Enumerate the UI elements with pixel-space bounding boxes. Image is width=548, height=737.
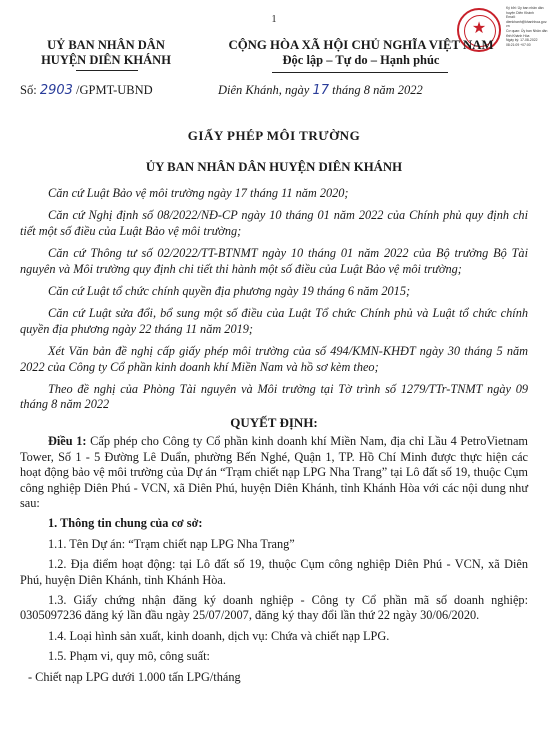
divider-right <box>272 72 448 73</box>
date-suffix: tháng 8 năm 2022 <box>328 83 423 97</box>
signature-line: huyện Diên Khánh <box>506 10 534 15</box>
handwritten-day: 17 <box>312 83 329 98</box>
legal-basis: Căn cứ Thông tư số 02/2022/TT-BTNMT ngày 10 tháng 01 năm 2022 của Bộ trưởng Bộ Tài nguyên và Môi trường quy định chi tiết thi hành một số điều của Luật Bảo vệ môi trường; <box>20 246 528 276</box>
document-date <box>218 83 423 98</box>
number-suffix: /GPMT-UBND <box>72 83 153 97</box>
number-prefix: Số: <box>20 83 40 97</box>
authority-line-2: HUYỆN DIÊN KHÁNH <box>41 53 171 67</box>
legal-basis: Xét Văn bản đề nghị cấp giấy phép môi trường của số 494/KMN-KHĐT ngày 30 tháng 5 năm 2022 của Công ty Cổ phần kinh doanh khí Miền Nam và hồ sơ kèm theo; <box>20 344 528 374</box>
bullet-item: - Chiết nạp LPG dưới 1.000 tấn LPG/tháng <box>28 669 241 684</box>
list-item: 1.3. Giấy chứng nhận đăng ký doanh nghiệp - Công ty Cổ phần mã số doanh nghiệp: 0305097236 đăng ký lần đầu ngày 25/07/2007, đăng ký thay đổi lần thứ 22 ngày 30/06/2020. <box>20 592 528 623</box>
decision-heading: QUYẾT ĐỊNH: <box>230 414 318 430</box>
date-prefix: Diên Khánh, ngày <box>218 83 313 97</box>
legal-basis: Căn cứ Luật sửa đổi, bổ sung một số điều của Luật Tổ chức Chính phủ và Luật tổ chức chính quyền địa phương ngày 22 tháng 11 năm 2019; <box>20 306 528 336</box>
document-title: GIẤY PHÉP MÔI TRƯỜNG <box>187 128 361 143</box>
list-item: 1.4. Loại hình sản xuất, kinh doanh, dịch vụ: Chứa và chiết nạp LPG. <box>48 628 390 643</box>
signature-line: Ngày ký: 17-08-2022 <box>506 38 538 43</box>
document-number <box>20 83 153 98</box>
country-name: CỘNG HÒA XÃ HỘI CHỦ NGHĨA VIỆT NAM <box>228 38 494 52</box>
signature-line: Cơ quan: Ủy ban Nhân dân <box>506 28 548 33</box>
legal-basis: Căn cứ Nghị định số 08/2022/NĐ-CP ngày 10 tháng 01 năm 2022 của Chính phủ quy định chi tiết một số điều của Luật Bảo vệ môi trường; <box>20 208 528 238</box>
list-item: 1.2. Địa điểm hoạt động: tại Lô đất số 19, thuộc Cụm công nghiệp Diên Phú - VCN, xã Diên Phú, huyện Diên Khánh, tỉnh Khánh Hòa. <box>20 557 528 587</box>
legal-basis: Căn cứ Luật Bảo vệ môi trường ngày 17 tháng 11 năm 2020; <box>48 186 349 200</box>
article-1-text: Cấp phép cho Công ty Cổ phần kinh doanh khí Miền Nam, địa chỉ Lầu 4 PetroVietnam Tower, Số 1 - 5 Đường Lê Duẩn, phường Bến Nghé, Quận 1, TP. Hồ Chí Minh được thực hiện các hoạt động bảo vệ môi trường của Dự án “Trạm chiết nạp LPG Nha Trang” tại Lô đất số 19, thuộc Cụm công nghiệp Diên Phú - VCN, xã Diên Phú, huyện Diên Khánh, tỉnh Khánh Hòa với các nội dung như sau: <box>20 434 528 510</box>
legal-basis: Theo đề nghị của Phòng Tài nguyên và Môi trường tại Tờ trình số 1279/TTr-TNMT ngày 09 tháng 8 năm 2022 <box>20 382 528 412</box>
legal-basis: Căn cứ Luật tổ chức chính quyền địa phương ngày 19 tháng 6 năm 2015; <box>48 284 411 299</box>
signature-line: 08:21:09 +07:00 <box>506 42 531 47</box>
divider-left <box>76 70 138 71</box>
list-item: 1.1. Tên Dự án: “Trạm chiết nạp LPG Nha Trang” <box>48 536 295 551</box>
signature-line: Ký bởi: Ủy ban nhân dân <box>506 6 544 10</box>
page-number: 1 <box>271 14 277 25</box>
section-1-heading: 1. Thông tin chung của cơ sở: <box>48 516 203 531</box>
issuer-heading: ỦY BAN NHÂN DÂN HUYỆN DIÊN KHÁNH <box>145 160 403 174</box>
handwritten-number: 2903 <box>39 83 73 98</box>
list-item: 1.5. Phạm vi, quy mô, công suất: <box>48 649 210 664</box>
signature-line: vn <box>506 24 510 29</box>
authority-line-1: UỶ BAN NHÂN DÂN <box>47 38 165 52</box>
article-1-label: Điều 1: <box>48 434 87 449</box>
article-1 <box>20 434 528 511</box>
issuing-authority <box>20 38 192 68</box>
signature-line: Email: <box>506 15 516 20</box>
motto: Độc lập – Tự do – Hạnh phúc <box>282 53 440 67</box>
document-body <box>20 186 528 690</box>
signature-line: tỉnh Khánh Hòa <box>506 33 530 38</box>
signature-line: dienkhanh@khanhhoa.gov. <box>506 19 548 24</box>
national-motto <box>196 38 526 68</box>
